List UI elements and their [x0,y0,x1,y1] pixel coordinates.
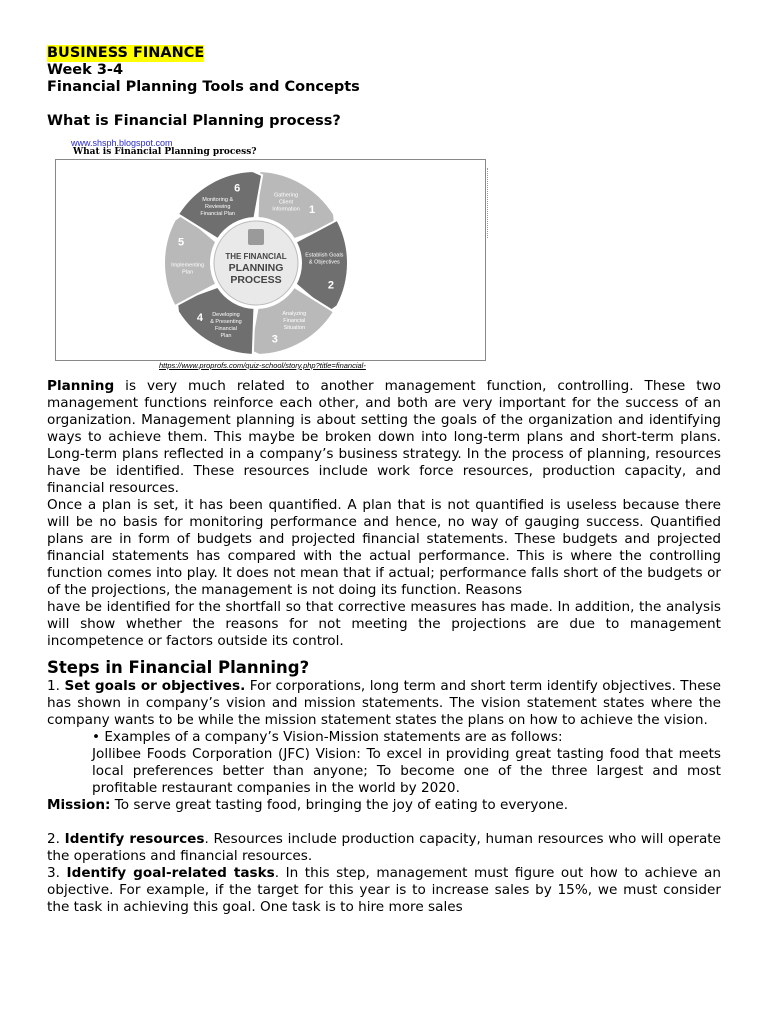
step-3-goal-tasks: 3. Identify goal-related tasks. In this step, management must figure out how to achieve an objective. For example, if the target for this year is to increase sales by 15%, we must consider the task in achieving this goal. One task is to hire more sales [47,865,721,915]
step-number: 6 [234,182,241,195]
step-1-set-goals: 1. Set goals or objectives. For corporations, long term and short term identify objectives. These has shown in company’s vision and mission statements. The vision statement states where the company wants to be while the mission statement states the plans on how to achieve the vision. [47,678,722,728]
step-number: 2 [327,279,335,292]
course-title: BUSINESS FINANCE [47,45,205,61]
step-number: 3 [271,333,278,346]
figure-title: What is Financial Planning process? [73,147,257,157]
step-label: Financial [283,317,306,324]
center-title: PLANNING [228,262,284,274]
jollibee-vision: Jollibee Foods Corporation (JFC) Vision: To excel in providing great tasting food that meets local preferences better than anyone; To become one of the three largest and most profitable restaurant companies in the world by 2020. [92,746,721,796]
step-label: Monitoring & [202,197,234,204]
figure-source-link[interactable]: https://www.proprofs.com/quiz-school/story.php?title=financial- [159,361,366,370]
center-title: THE FINANCIAL [225,252,287,261]
question-heading: What is Financial Planning process? [47,113,341,129]
step-label: Situation [283,324,306,331]
step-label: Plan [182,269,194,276]
center-building-icon [248,229,264,245]
steps-heading: Steps in Financial Planning? [47,658,310,677]
center-title: PROCESS [230,274,282,286]
document-page [47,42,721,916]
financial-planning-figure [47,138,721,378]
step-label: Information [272,206,300,213]
step-label: Gathering [273,192,299,199]
step-label: Establish Goals [305,252,344,259]
planning-paragraph-2: Once a plan is set, it has been quantified. A plan that is not quantified is useless because there will be no basis for monitoring performance and hence, no way of gauging success. Quantified plans are in form of budgets and projected financial statements. These budgets and projected financial statements has compared with the actual performance. This is where the controlling function comes into play. It does not mean that if actual; performance falls short of the budgets or of the projections, the management is not doing its function. Reasons [47,497,721,598]
planning-paragraph-3: have be identified for the shortfall so that corrective measures has made. In addition, the analysis will show whether the reasons for not meeting the projections are due to management incompetence or factors outside its control. [47,599,721,649]
process-wheel-diagram [56,160,485,360]
step-label: & Presenting [210,319,242,326]
figure-side-border [487,168,490,238]
step-label: Client [278,199,294,206]
step-number: 5 [177,236,185,249]
week-label: Week 3-4 [47,62,124,78]
step-label: & Objectives [308,259,340,266]
vision-mission-bullet: • Examples of a company’s Vision-Mission statements are as follows: [92,729,563,745]
planning-paragraph-1: Planning is very much related to another management function, controlling. These two management functions reinforce each other, and both are very important for the success of an organization. Management planning is about setting the goals of the organization and identifying ways to achieve them. This maybe be broken down into long-term plans and short-term plans. Long-term plans reflected in a company’s business strategy. In the process of planning, resources have be identified. These resources include work force resources, production capacity, and financial resources. [47,378,721,496]
step-label: Reviewing [205,204,231,211]
step-label: Implementing [171,262,205,269]
step-label: Developing [212,312,240,319]
mission-statement: Mission: To serve great tasting food, bringing the joy of eating to everyone. [47,797,569,813]
step-number: 1 [309,203,316,216]
figure-frame [55,159,486,361]
step-label: Plan [220,333,232,340]
step-2-identify-resources: 2. Identify resources. Resources include production capacity, human resources who will operate the operations and financial resources. [47,831,721,864]
step-label: Financial Plan [200,211,235,218]
step-label: Financial [214,326,237,333]
step-number: 4 [196,312,203,325]
step-label: Analyzing [282,310,307,317]
figure-watermark-url: www.shsph.blogspot.com [71,138,173,148]
topic-title: Financial Planning Tools and Concepts [47,79,360,95]
